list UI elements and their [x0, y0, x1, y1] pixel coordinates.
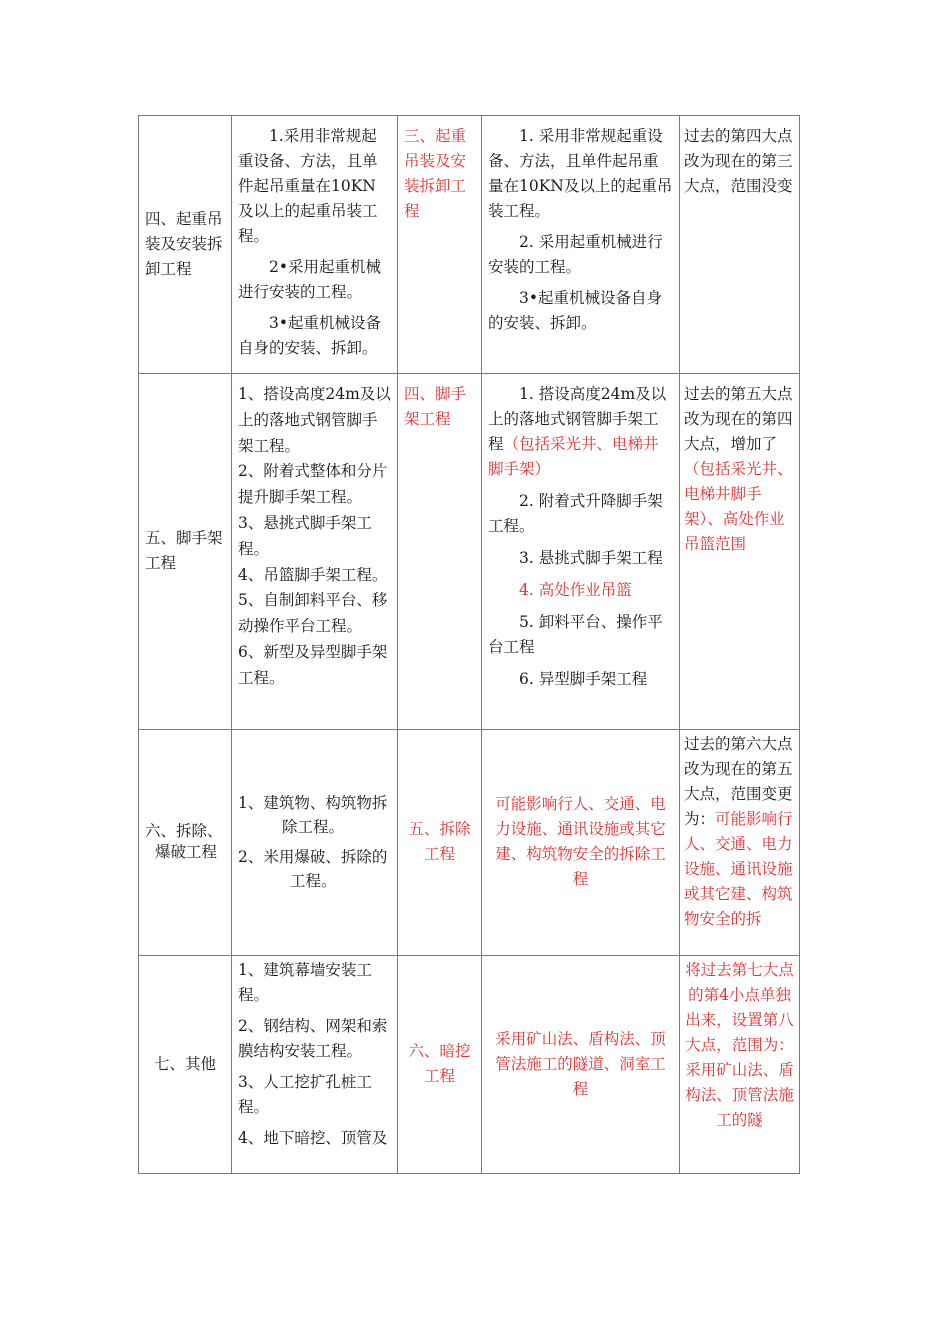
category-new: 三、起重吊装及安装拆卸工程 [404, 127, 467, 220]
change-note: 将过去第七大点的第4小点单独出来，设置第八大点，范围为：采用矿山法、盾构法、顶管法施工的隧 [685, 961, 794, 1129]
table-row [139, 116, 800, 374]
clause-text: 5. 卸料平台、操作平台工程 [488, 613, 663, 656]
clause-text: 3•起重机械设备自身的安装、拆卸。 [488, 289, 663, 332]
added-text: （包括采光井、电梯井脚手架） [488, 435, 659, 478]
added-text: 4. 高处作业吊篮 [519, 581, 632, 599]
comparison-table [138, 115, 800, 1174]
table-row [139, 956, 800, 1174]
clause-text: 3、人工挖扩孔桩工程。 [238, 1073, 372, 1116]
clause-text: 除工程。 [282, 818, 345, 836]
clause-text: 3•起重机械设备自身的安装、拆卸。 [238, 314, 382, 357]
clause-text: 可能影响行人、交通、电力设施、通讯设施或其它建、构筑物安全的拆除工程 [495, 795, 666, 888]
table-row [139, 730, 800, 956]
category-new: 五、拆除工程 [408, 820, 471, 863]
clause-text: 1.采用非常规起重设备、方法，且单件起吊重量在10KN及以上的起重吊装工程。 [238, 127, 378, 245]
clause-text: 6、新型及异型脚手架工程。 [238, 642, 388, 687]
clause-text: 2. 附着式升降脚手架工程。 [488, 492, 663, 535]
category-old: 四、起重吊装及安装拆卸工程 [145, 209, 223, 278]
added-text: （包括采光井、电梯井脚手架）、高处作业吊篮范围 [684, 460, 793, 553]
clause-text: 2、附着式整体和分片提升脚手架工程。 [238, 462, 388, 507]
clause-text: 4、地下暗挖、顶管及 [238, 1129, 388, 1147]
category-old: 爆破工程 [155, 843, 218, 861]
clause-text: 5、自制卸料平台、移动操作平台工程。 [238, 591, 388, 636]
category-old: 六、拆除、 [145, 822, 223, 840]
category-old: 七、其他 [153, 1054, 216, 1073]
clause-text: 1、搭设高度24m及以上的落地式钢管脚手架工程。 [238, 385, 391, 455]
table-row [139, 374, 800, 730]
category-old: 五、脚手架工程 [145, 529, 223, 572]
clause-text: 1、建筑幕墙安装工程。 [238, 961, 372, 1004]
clause-text: 3. 悬挑式脚手架工程 [519, 549, 663, 567]
clause-text: 6. 异型脚手架工程 [519, 670, 648, 688]
category-new: 四、脚手架工程 [404, 385, 467, 428]
added-text: 可能影响行人、交通、电力设施、通讯设施或其它建、构筑物安全的拆 [684, 810, 793, 928]
clause-text: 1. 搭设高度24m及以上的落地式钢管脚手架工程（包括采光井、电梯井脚手架） [488, 385, 667, 478]
category-new: 六、暗挖工程 [408, 1042, 471, 1085]
change-note: 过去的第五大点改为现在的第四大点，增加了 [684, 385, 793, 453]
clause-text: 4、吊篮脚手架工程。 [238, 565, 388, 584]
clause-text: 1、建筑物、构筑物拆 [238, 794, 388, 812]
change-note: 过去的第四大点改为现在的第三大点，范围没变 [684, 127, 793, 195]
clause-text: 工程。 [290, 872, 337, 890]
clause-text: 2、米用爆破、拆除的 [238, 848, 388, 866]
clause-text: 采用矿山法、盾构法、顶管法施工的隧道、洞室工程 [495, 1029, 666, 1098]
clause-text: 3、悬挑式脚手架工程。 [238, 513, 372, 558]
clause-text: 2. 采用起重机械进行安装的工程。 [488, 233, 663, 276]
clause-text: 2、钢结构、网架和索膜结构安装工程。 [238, 1017, 388, 1060]
clause-text: 1. 采用非常规起重设备、方法，且单件起吊重量在10KN及以上的起重吊装工程。 [488, 127, 673, 220]
clause-text: 2•采用起重机械进行安装的工程。 [238, 258, 382, 301]
change-note: 过去的第六大点改为现在的第五大点，范围变更为： [684, 735, 793, 828]
